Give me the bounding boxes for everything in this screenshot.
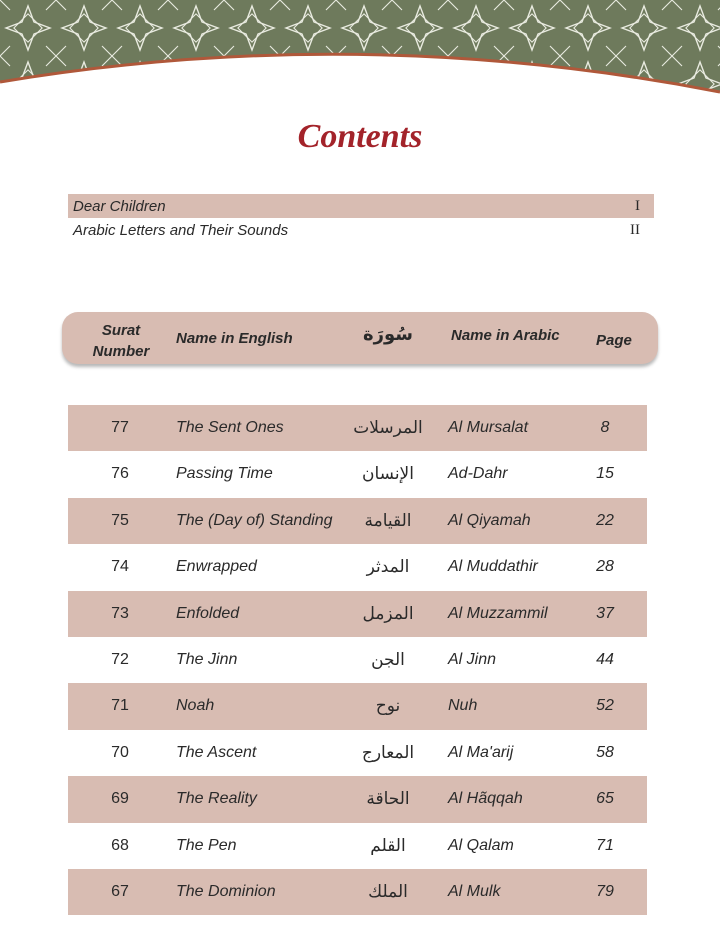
surah-english-name: The Reality (176, 790, 257, 808)
table-row[interactable] (68, 591, 647, 637)
surah-page: 8 (600, 419, 610, 436)
surah-number: 75 (111, 511, 129, 529)
decorative-banner (0, 0, 720, 110)
surah-transliteration: Al Muzzammil (448, 604, 548, 622)
surah-english-name: The (Day of) Standing (176, 511, 333, 529)
surah-arabic-name: المرسلات (353, 418, 423, 438)
surah-arabic-name: المزمل (362, 603, 414, 624)
surah-table (68, 405, 647, 915)
surah-arabic-name: المدثر (366, 557, 410, 578)
surah-number: 77 (111, 419, 129, 436)
intro-list (68, 194, 654, 242)
surah-transliteration: Al Mursalat (448, 419, 529, 436)
surah-page: 44 (596, 650, 614, 668)
intro-item[interactable] (68, 194, 654, 218)
surah-number: 68 (111, 836, 129, 854)
surah-english-name: The Dominion (176, 882, 276, 900)
surah-number: 70 (111, 743, 129, 761)
header-name-english: Name in English (176, 330, 293, 347)
table-row[interactable] (68, 451, 647, 497)
surah-transliteration: Al Hãqqah (448, 790, 523, 808)
table-row[interactable] (68, 776, 647, 822)
table-row[interactable] (68, 498, 647, 544)
surah-english-name: The Jinn (176, 650, 238, 668)
surah-page: 22 (596, 511, 614, 529)
intro-item-page: II (630, 221, 640, 238)
table-row[interactable] (68, 869, 647, 915)
table-row[interactable] (68, 637, 647, 683)
surah-english-name: The Ascent (176, 743, 257, 761)
surah-page: 52 (596, 697, 614, 715)
surah-number: 67 (111, 882, 129, 900)
intro-item[interactable] (68, 218, 654, 242)
surah-arabic-name: الحاقة (366, 789, 410, 810)
surah-number: 73 (111, 604, 129, 622)
surah-english-name: Enfolded (176, 604, 240, 622)
table-row[interactable] (68, 405, 647, 451)
surah-transliteration: Al Qalam (448, 836, 514, 854)
surah-number: 74 (111, 558, 129, 576)
surah-page: 65 (596, 790, 614, 808)
surah-arabic-name: الملك (368, 881, 408, 902)
surah-arabic-name: المعارج (361, 742, 415, 763)
surah-arabic-name: الإنسان (362, 464, 414, 485)
surah-number: 76 (111, 465, 129, 483)
surah-number: 71 (111, 697, 129, 715)
table-row[interactable] (68, 683, 647, 729)
intro-item-label: Arabic Letters and Their Sounds (73, 221, 289, 239)
surah-english-name: Enwrapped (176, 558, 257, 576)
surah-transliteration: Al Ma'arij (448, 743, 514, 761)
table-header (62, 312, 658, 364)
surah-english-name: The Pen (176, 836, 237, 854)
surah-english-name: Noah (176, 697, 215, 715)
intro-item-page: I (635, 197, 640, 214)
page-title: Contents (297, 118, 423, 155)
surah-arabic-name: القيامة (364, 510, 412, 531)
table-row[interactable] (68, 823, 647, 869)
surah-page: 37 (596, 604, 614, 622)
surah-arabic-name: نوح (375, 696, 401, 717)
surah-number: 69 (111, 790, 129, 808)
surah-page: 15 (596, 465, 614, 483)
surah-transliteration: Al Qiyamah (448, 511, 531, 529)
surah-transliteration: Nuh (448, 697, 478, 715)
surah-arabic-name: القلم (370, 835, 406, 856)
surah-page: 71 (596, 836, 614, 854)
surah-page: 79 (596, 882, 614, 900)
intro-item-label: Dear Children (73, 197, 166, 215)
surah-number: 72 (111, 650, 129, 668)
header-name-arabic: Name in Arabic (451, 327, 560, 344)
header-page: Page (596, 332, 632, 349)
surah-page: 28 (596, 558, 614, 576)
header-surah-arabic: سُورَة (363, 324, 413, 345)
surah-arabic-name: الجن (371, 649, 405, 670)
table-row[interactable] (68, 544, 647, 590)
header-surat-number: Surat Number (92, 322, 150, 360)
surah-english-name: Passing Time (176, 465, 273, 483)
surah-english-name: The Sent Ones (176, 419, 284, 436)
surah-page: 58 (596, 743, 614, 761)
surah-transliteration: Al Jinn (448, 650, 497, 668)
surah-transliteration: Al Mulk (448, 882, 501, 900)
surah-transliteration: Al Muddathir (448, 558, 538, 576)
table-row[interactable] (68, 730, 647, 776)
surah-transliteration: Ad-Dahr (448, 465, 508, 483)
